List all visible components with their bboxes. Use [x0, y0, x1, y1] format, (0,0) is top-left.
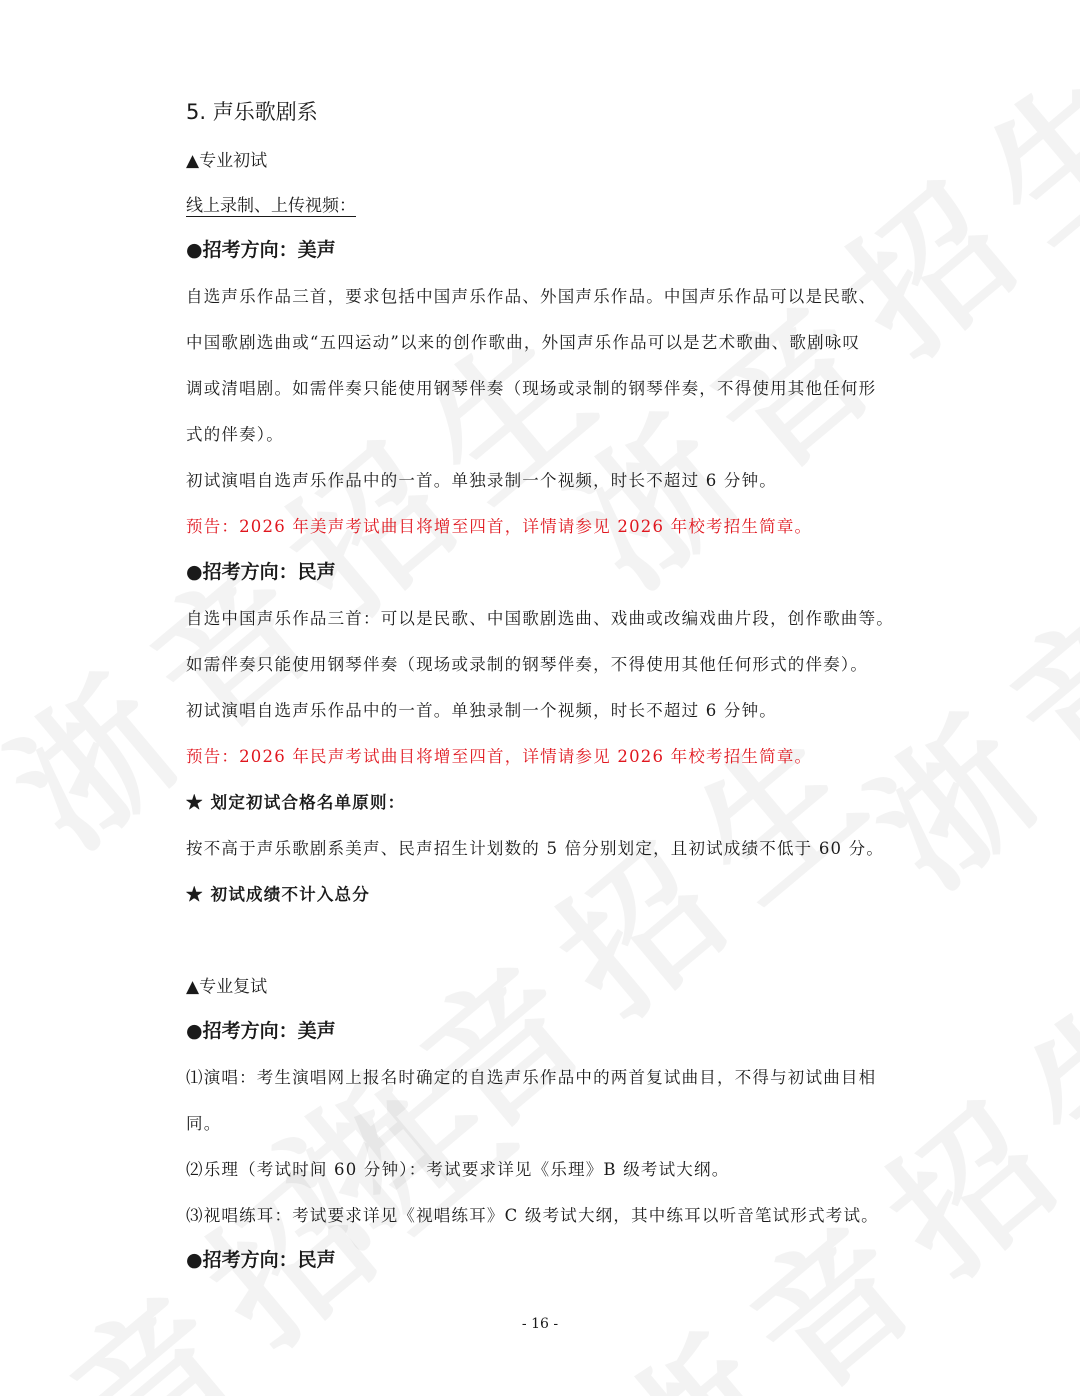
paragraph-line: 如需伴奏只能使用钢琴伴奏（现场或录制的钢琴伴奏，不得使用其他任何形式的伴奏）。 — [186, 655, 869, 674]
paragraph-line: 初试演唱自选声乐作品中的一首。单独录制一个视频，时长不超过 6 分钟。 — [186, 471, 777, 490]
initial-exam-heading: ▲专业初试 — [186, 151, 268, 171]
score-note: ★ 初试成绩不计入总分 — [186, 885, 370, 904]
paragraph-line: ⑴演唱：考生演唱网上报名时确定的自选声乐作品中的两首复试曲目，不得与初试曲目相 — [186, 1068, 877, 1087]
paragraph-line: 调或清唱剧。如需伴奏只能使用钢琴伴奏（现场或录制的钢琴伴奏，不得使用其他任何形 — [186, 379, 877, 398]
paragraph-line: 自选中国声乐作品三首：可以是民歌、中国歌剧选曲、戏曲或改编戏曲片段，创作歌曲等。 — [186, 609, 894, 628]
paragraph-line: ⑶视唱练耳：考试要求详见《视唱练耳》C 级考试大纲，其中练耳以听音笔试形式考试。 — [186, 1206, 879, 1225]
paragraph-line: 中国歌剧选曲或“五四运动”以来的创作歌曲，外国声乐作品可以是艺术歌曲、歌剧咏叹 — [186, 333, 861, 352]
retest-bel-canto-heading: ●招考方向：美声 — [186, 1020, 336, 1042]
folk-heading: ●招考方向：民声 — [186, 561, 336, 583]
qualification-rule-heading: ★ 划定初试合格名单原则： — [186, 793, 406, 812]
watermark-text — [0, 987, 570, 1396]
notice-text: 预告：2026 年民声考试曲目将增至四首，详情请参见 2026 年校考招生简章。 — [186, 747, 813, 766]
notice-text: 预告：2026 年美声考试曲目将增至四首，详情请参见 2026 年校考招生简章。 — [186, 517, 813, 536]
paragraph-line: 同。 — [186, 1114, 222, 1133]
bel-canto-heading: ●招考方向：美声 — [186, 239, 336, 261]
section-title: 5. 声乐歌剧系 — [186, 100, 318, 124]
online-upload-note: 线上录制、上传视频： — [186, 196, 356, 216]
retest-folk-heading: ●招考方向：民声 — [186, 1249, 336, 1271]
paragraph-line: ⑵乐理（考试时间 60 分钟）：考试要求详见《乐理》B 级考试大纲。 — [186, 1160, 730, 1179]
retest-heading: ▲专业复试 — [186, 977, 268, 997]
paragraph-line: 式的伴奏）。 — [186, 425, 284, 444]
paragraph-line: 自选声乐作品三首，要求包括中国声乐作品、外国声乐作品。中国声乐作品可以是民歌、 — [186, 287, 877, 306]
paragraph-line: 初试演唱自选声乐作品中的一首。单独录制一个视频，时长不超过 6 分钟。 — [186, 701, 777, 720]
qualification-rule-text: 按不高于声乐歌剧系美声、民声招生计划数的 5 倍分别划定，且初试成绩不低于 60 分。 — [186, 839, 885, 858]
page-number: - 16 - — [521, 1316, 559, 1332]
